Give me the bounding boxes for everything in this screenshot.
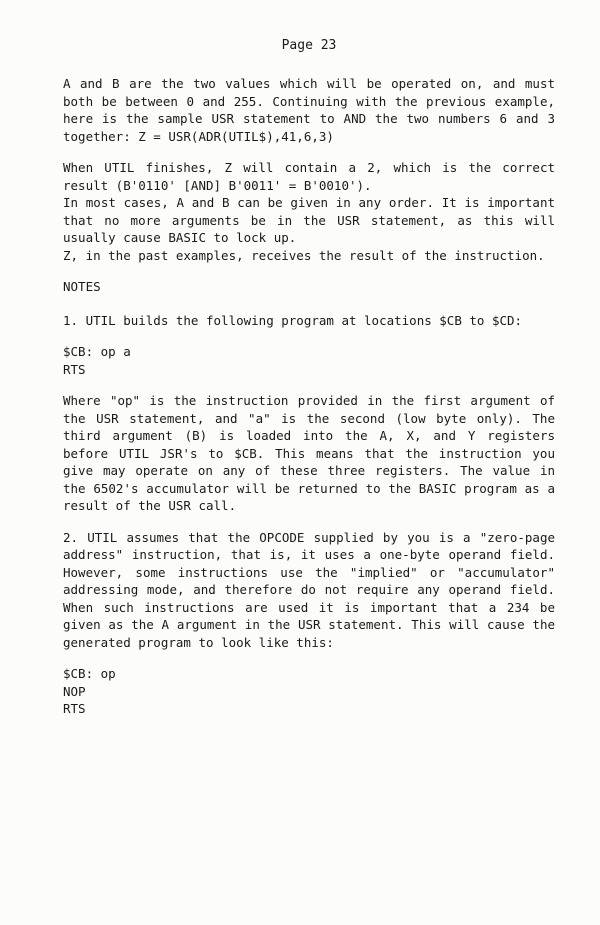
code-line: $CB: op (63, 666, 116, 681)
note-1-intro: 1. UTIL builds the following program at locations $CB to $CD: (63, 312, 523, 328)
paragraph-z-result: Z, in the past examples, receives the result of the instruction. (63, 247, 545, 263)
paragraph-util-result: When UTIL finishes, Z will contain a 2, which is the correct result (B'0110' [AND] B'0011' = B'0010'). (63, 160, 555, 193)
notes-heading: NOTES (63, 279, 101, 294)
paragraph-op-explanation: Where "op" is the instruction provided in the first argument of the USR statement, and "a" is the second (low byte only). The third argument (B) is loaded into the A, X, and Y registers before UTIL JSR's to $CB. This means that the instruction you give may operate on any of these three registers. The value in the 6502's accumulator will be returned to the BASIC program as a result of the USR call. (63, 393, 555, 513)
document-page (63, 30, 555, 732)
code-line: $CB: op a (63, 344, 131, 359)
code-line: RTS (63, 361, 86, 377)
code-line: NOP (63, 683, 86, 699)
code-line: RTS (63, 701, 86, 716)
page-number: Page 23 (281, 38, 337, 53)
code-block-2 (63, 665, 555, 718)
note-2: 2. UTIL assumes that the OPCODE supplied by you is a "zero-page address" instruction, that is, it uses a one-byte operand field. However, some instructions use the "implied" or "accumulator" addressing mode, and therefore do not require any operand field. When such instructions are used it is important that a 234 be given as the A argument in the USR statement. This will cause the generated program to look like this: (63, 529, 555, 650)
code-block-1 (63, 343, 555, 378)
paragraph-argument-order: In most cases, A and B can be given in any order. It is important that no more arguments be in the USR statement, as this will usually cause BASIC to lock up. (63, 195, 555, 245)
paragraph-operands: A and B are the two values which will be operated on, and must both be between 0 and 255. Continuing with the previous example, here is the sample USR statement to AND the two numbers 6 and 3 together: Z = USR(ADR(UTIL$),41,6,3) (63, 76, 555, 144)
